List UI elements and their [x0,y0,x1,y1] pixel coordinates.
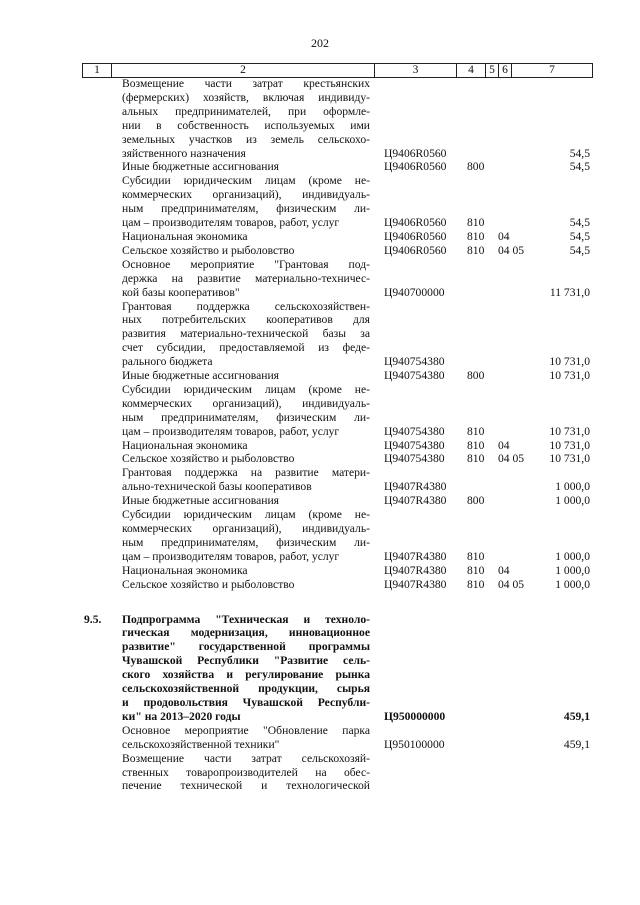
description-line: коммерческих организаций), индивидуаль- [122,396,370,410]
description-line: цам – производителям товаров, работ, услуг [122,424,340,438]
row-values [82,438,592,452]
row-values [82,244,592,258]
table-row [82,466,592,494]
table-row [82,160,592,174]
description-line: держка на развитие материально-техничес- [122,271,370,285]
description-line: развития материально-технической базы за [122,327,370,341]
section-subsection: 04 05 [498,577,525,591]
description-line: ально-технической базы кооперативов [122,480,312,494]
section-subsection: 04 05 [498,452,525,466]
row-values [82,146,592,160]
description-line: зяйственного назначения [122,146,246,160]
amount: 1 000,0 [555,494,590,508]
description-line: Иные бюджетные ассигнования [122,369,279,383]
description-line: коммерческих организаций), индивидуаль- [122,188,370,202]
amount: 1 000,0 [555,549,590,563]
amount: 10 731,0 [549,369,590,383]
row-values [82,564,592,578]
target-code: Ц940754380 [384,424,445,438]
description-line: коммерческих организаций), индивидуаль- [122,522,370,535]
description-line: (фермерских) хозяйств, включая индивиду- [122,90,370,104]
page-number: 202 [311,36,329,50]
row-spacer [82,592,592,613]
row-values [82,425,592,439]
description-line: ным предпринимателям, физическим ли- [122,535,370,549]
row-values [82,550,592,564]
expense-type: 810 [467,424,485,438]
target-code: Ц940700000 [384,285,445,299]
description-line: Национальная экономика [122,438,248,452]
target-code: Ц950100000 [384,737,445,751]
description-line: ственных товаропроизводителей на обес- [122,765,370,779]
expense-type: 800 [467,494,485,508]
row-description [122,613,370,724]
description-line: Возмещение части затрат крестьянских [122,77,370,90]
expense-type: 810 [467,216,485,230]
target-code: Ц9406R0560 [384,229,447,243]
expense-type: 810 [467,438,485,452]
target-code: Ц940754380 [384,438,445,452]
budget-table-body [82,77,592,793]
target-code: Ц9406R0560 [384,216,447,230]
section-subsection: 04 05 [498,243,525,257]
description-line: Основное мероприятие "Обновление парка [122,723,370,737]
row-values [82,779,592,793]
row-values [82,710,592,724]
row-values [82,578,592,592]
table-row [82,244,592,258]
expense-type: 810 [467,229,485,243]
table-row [82,369,592,383]
row-values [82,494,592,508]
description-line: земельных участков из земель сельскохо- [122,132,370,146]
description-line: и продовольствия Чувашской Республи- [122,695,370,709]
description-line: сельскохозяйственной продукции, сырья [122,682,370,696]
amount: 54,5 [569,216,590,230]
table-row [82,564,592,578]
target-code: Ц9407R4380 [384,563,447,577]
description-line: Иные бюджетные ассигнования [122,160,279,174]
description-line: гическая модернизация, инновационное [122,626,370,640]
amount: 1 000,0 [555,577,590,591]
row-values [82,452,592,466]
expense-type: 800 [467,160,485,174]
description-line: печение технической и технологической [122,779,370,793]
description-line: Субсидии юридическим лицам (кроме не- [122,174,370,188]
description-line: нии в собственность используемых ими [122,118,370,132]
description-line: рального бюджета [122,355,213,369]
amount: 459,1 [563,737,590,751]
section-subsection: 04 [498,229,510,243]
column-header: 3 [375,64,457,78]
row-values [82,369,592,383]
target-code: Ц950000000 [384,709,446,723]
table-row [82,578,592,592]
description-line: сельскохозяйственной техники" [122,737,280,751]
row-values [82,160,592,174]
table-row [82,452,592,466]
expense-type: 810 [467,549,485,563]
table-row [82,300,592,370]
description-line: Сельское хозяйство и рыболовство [122,243,295,257]
row-values [82,480,592,494]
amount: 459,1 [563,709,590,723]
target-code: Ц940754380 [384,452,445,466]
expense-type: 800 [467,369,485,383]
description-line: Грантовая поддержка на развитие матери- [122,466,370,480]
column-header: 1 [83,64,112,78]
row-values [82,738,592,752]
table-row [82,383,592,439]
target-code: Ц9407R4380 [384,480,447,494]
description-line: Национальная экономика [122,229,248,243]
expense-type: 810 [467,577,485,591]
table-row [82,752,592,794]
description-line: цам – производителям товаров, работ, услуг [122,549,340,563]
description-line: ных потребительских кооперативов для [122,313,370,327]
description-line: Чувашской Республики "Развитие сель- [122,654,370,668]
description-line: Основное мероприятие "Грантовая под- [122,257,370,271]
column-header: 7 [512,64,593,78]
description-line: Подпрограмма "Техническая и техноло- [122,612,370,626]
description-line: Субсидии юридическим лицам (кроме не- [122,508,370,522]
target-code: Ц940754380 [384,369,445,383]
description-line: Грантовая поддержка сельскохозяйствен- [122,299,370,313]
table-row [82,439,592,453]
description-line: Сельское хозяйство и рыболовство [122,452,295,466]
amount: 1 000,0 [555,563,590,577]
description-line: развитие" государственной программы [122,640,370,654]
table-row [82,613,592,724]
target-code: Ц9406R0560 [384,160,447,174]
amount: 10 731,0 [549,452,590,466]
description-line: цам – производителям товаров, работ, услуг [122,216,340,230]
table-row [82,724,592,752]
amount: 1 000,0 [555,480,590,494]
amount: 10 731,0 [549,424,590,438]
amount: 54,5 [569,146,590,160]
description-line: Сельское хозяйство и рыболовство [122,577,295,591]
target-code: Ц9406R0560 [384,146,447,160]
column-header: 4 [457,64,486,78]
expense-type: 810 [467,563,485,577]
target-code: Ц9407R4380 [384,494,447,508]
row-values [82,230,592,244]
target-code: Ц9407R4380 [384,577,447,591]
description-line: кой базы кооперативов" [122,285,240,299]
amount: 54,5 [569,229,590,243]
table-row [82,174,592,230]
row-values [82,216,592,230]
table-row [82,230,592,244]
row-values [82,355,592,369]
amount: 10 731,0 [549,355,590,369]
section-number: 9.5. [84,612,102,626]
table-header [82,63,593,78]
amount: 11 731,0 [549,285,590,299]
table-row [82,494,592,508]
description-line: счет субсидии, предоставляемой из феде- [122,341,370,355]
row-values [82,286,592,300]
column-header: 6 [499,64,512,78]
description-line: альных предпринимателей, при оформле- [122,104,370,118]
section-subsection: 04 [498,438,510,452]
expense-type: 810 [467,452,485,466]
column-header: 5 [486,64,499,78]
table-row [82,77,592,160]
description-line: Иные бюджетные ассигнования [122,494,279,508]
amount: 54,5 [569,243,590,257]
target-code: Ц940754380 [384,355,445,369]
description-line: Национальная экономика [122,563,248,577]
target-code: Ц9407R4380 [384,549,447,563]
amount: 54,5 [569,160,590,174]
table-row [82,258,592,300]
description-line: ным предпринимателям, физическим ли- [122,202,370,216]
description-line: Возмещение части затрат сельскохозяй- [122,751,370,765]
column-header: 2 [112,64,375,78]
target-code: Ц9406R0560 [384,243,447,257]
amount: 10 731,0 [549,438,590,452]
description-line: ки" на 2013–2020 годы [122,709,241,723]
table-row [82,508,592,564]
description-line: Субсидии юридическим лицам (кроме не- [122,382,370,396]
description-line: ского хозяйства и регулирование рынка [122,668,370,682]
description-line: ным предпринимателям, физическим ли- [122,410,370,424]
expense-type: 810 [467,243,485,257]
section-subsection: 04 [498,563,510,577]
